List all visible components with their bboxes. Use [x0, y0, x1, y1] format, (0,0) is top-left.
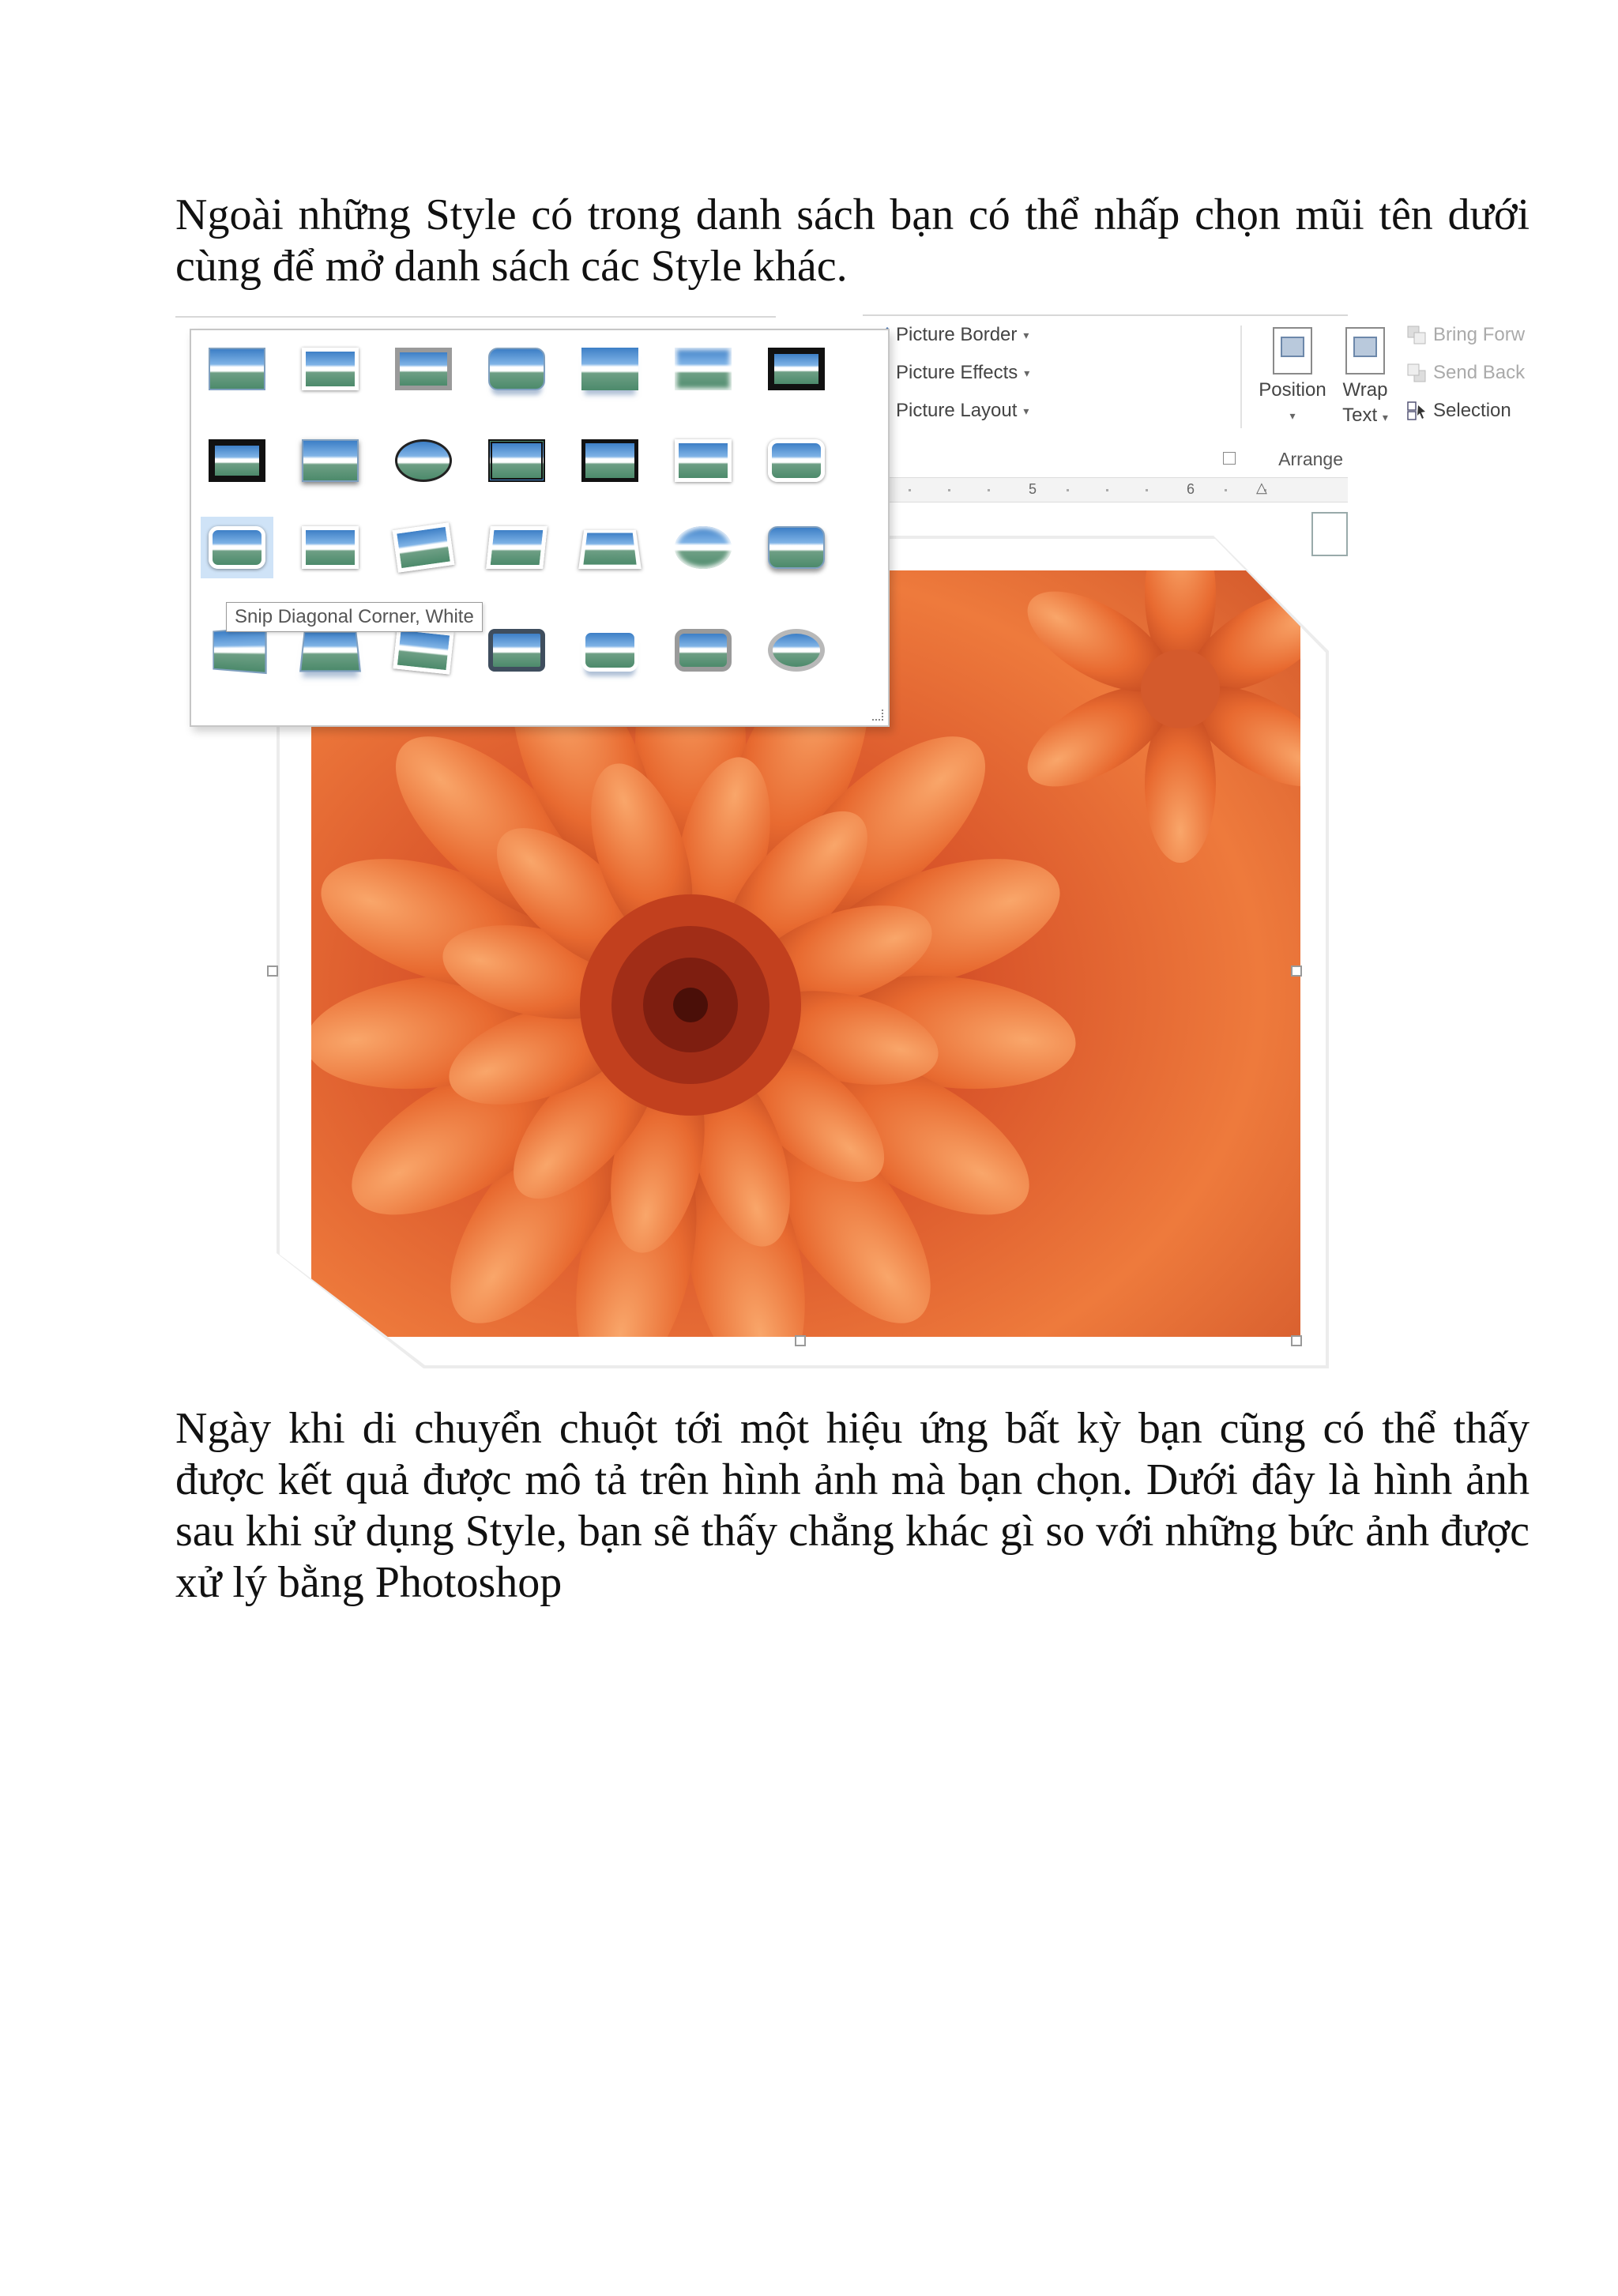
bring-forward-button[interactable]: [1406, 324, 1525, 346]
ribbon-top-border: [175, 316, 776, 318]
selection-label: Selection: [1433, 400, 1511, 421]
picture-layout-label: Picture Layout: [896, 400, 1018, 421]
resize-handle-bottom-right[interactable]: [1291, 1335, 1302, 1346]
picture-border-label: Picture Border: [896, 324, 1018, 345]
style-tooltip: Snip Diagonal Corner, White: [226, 602, 483, 632]
style-thumbnail[interactable]: [294, 517, 367, 578]
resize-handle-left[interactable]: [267, 965, 278, 977]
style-thumbnail[interactable]: [387, 517, 460, 578]
text-label: Text: [1342, 405, 1378, 426]
style-thumbnail[interactable]: [667, 338, 739, 400]
explanation-paragraph: Ngày khi di chuyển chuột tới một hiệu ứng bất kỳ bạn cũng có thể thấy được kết quả được mô tả trên hình ảnh mà bạn chọn. Dưới đây là hình ảnh sau khi sử dụng Style, bạn sẽ thấy chẳng khác gì so với những bức ảnh được xử lý bằng Photoshop: [175, 1404, 1530, 1607]
word-screenshot-figure: [175, 314, 1526, 1373]
ruler-mark: 5: [1029, 481, 1037, 497]
wrap-text-button[interactable]: [1335, 327, 1395, 430]
style-thumbnail[interactable]: [294, 338, 367, 400]
resize-grip-icon[interactable]: [872, 710, 883, 721]
selection-pane-icon: [1406, 401, 1427, 421]
style-thumbnail[interactable]: [667, 619, 739, 681]
indent-marker-icon[interactable]: △: [1256, 480, 1267, 495]
style-thumbnail[interactable]: [760, 338, 833, 400]
ruler-mark: 6: [1187, 481, 1195, 497]
horizontal-ruler[interactable]: [861, 477, 1348, 502]
style-thumbnail[interactable]: [760, 430, 833, 491]
style-thumbnail-snip-diagonal-corner-white[interactable]: [201, 517, 273, 578]
resize-handle-bottom[interactable]: [795, 1335, 806, 1346]
position-icon: [1273, 327, 1312, 375]
selection-pane-button[interactable]: [1406, 400, 1511, 422]
style-thumbnail[interactable]: [387, 338, 460, 400]
bring-forward-label: Bring Forw: [1433, 324, 1526, 345]
intro-paragraph: Ngoài những Style có trong danh sách bạn có thể nhấp chọn mũi tên dưới cùng để mở danh sách các Style khác.: [175, 190, 1530, 291]
style-thumbnail[interactable]: [574, 430, 646, 491]
picture-border-button[interactable]: [869, 324, 1029, 346]
style-thumbnail[interactable]: [760, 517, 833, 578]
style-thumbnail[interactable]: [480, 619, 553, 681]
send-backward-button[interactable]: [1406, 362, 1525, 384]
style-thumbnail[interactable]: [480, 430, 553, 491]
bring-forward-icon: [1406, 325, 1427, 345]
picture-effects-button[interactable]: [869, 362, 1029, 384]
chevron-down-icon: ▾: [1382, 411, 1388, 423]
position-button[interactable]: [1253, 327, 1332, 428]
resize-handle-right[interactable]: [1291, 965, 1302, 977]
style-thumbnail[interactable]: [574, 517, 646, 578]
style-thumbnail[interactable]: [574, 619, 646, 681]
style-thumbnail[interactable]: [201, 430, 273, 491]
chevron-down-icon: ▾: [1023, 404, 1029, 417]
style-thumbnail[interactable]: [201, 338, 273, 400]
style-thumbnail[interactable]: [574, 338, 646, 400]
picture-layout-button[interactable]: [869, 400, 1029, 422]
position-label: Position: [1259, 379, 1326, 401]
dialog-launcher-icon[interactable]: [1223, 452, 1236, 465]
send-backward-label: Send Back: [1433, 362, 1526, 383]
arrange-group-label: Arrange: [1278, 449, 1343, 469]
chevron-down-icon: ▾: [1023, 328, 1029, 341]
chevron-down-icon: ▾: [1289, 409, 1296, 422]
picture-styles-gallery: [190, 329, 890, 727]
style-thumbnail[interactable]: [480, 517, 553, 578]
style-thumbnail[interactable]: [667, 517, 739, 578]
layout-options-icon[interactable]: [1311, 512, 1348, 556]
chevron-down-icon: ▾: [1024, 366, 1030, 379]
style-thumbnail[interactable]: [294, 430, 367, 491]
style-thumbnail[interactable]: [760, 619, 833, 681]
style-thumbnail[interactable]: [387, 430, 460, 491]
wrap-text-icon: [1345, 327, 1385, 375]
style-thumbnail[interactable]: [667, 430, 739, 491]
send-backward-icon: [1406, 363, 1427, 383]
style-thumbnail[interactable]: [480, 338, 553, 400]
picture-tools-ribbon: [863, 314, 1526, 474]
wrap-label: Wrap: [1342, 379, 1388, 401]
picture-effects-label: Picture Effects: [896, 362, 1018, 383]
ribbon-separator: [1240, 326, 1242, 428]
